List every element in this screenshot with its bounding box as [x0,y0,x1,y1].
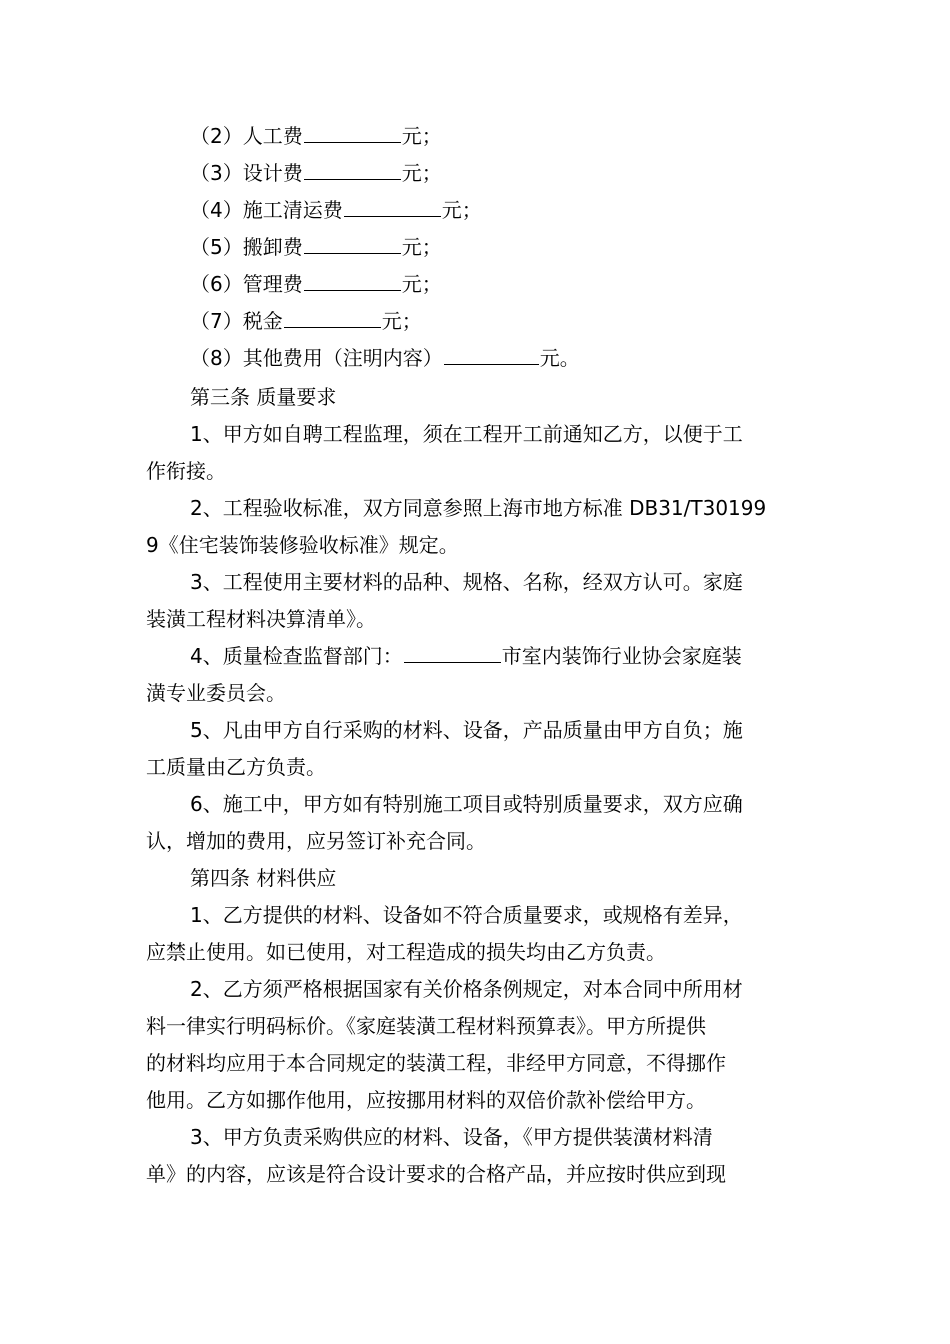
fee-item [190,307,422,335]
fee-unit: 元； [441,198,482,222]
paragraph-line: 3、工程使用主要材料的品种、规格、名称，经双方认可。家庭 [190,570,743,594]
fee-label: （4）施工清运费 [190,198,343,222]
paragraph-line: 料一律实行明码标价。《家庭装潢工程材料预算表》。甲方所提供 [146,1014,706,1038]
paragraph-line: 2、乙方须严格根据国家有关价格条例规定，对本合同中所用材 [190,977,743,1001]
fill-blank [304,159,401,180]
fee-label: （6）管理费 [190,272,303,296]
fee-label: （8）其他费用（注明内容） [190,346,443,370]
fee-label: （5）搬卸费 [190,235,303,259]
fee-unit: 元； [401,235,442,259]
paragraph-line: 1、甲方如自聘工程监理，须在工程开工前通知乙方，以便于工 [190,422,743,446]
paragraph-line: 9《住宅装饰装修验收标准》规定。 [146,533,459,557]
paragraph-line: 作衔接。 [146,459,226,483]
fee-item [190,122,442,150]
fee-unit: 元。 [539,346,580,370]
fee-item [190,344,580,372]
fill-blank [304,270,401,291]
fee-item [190,159,442,187]
paragraph-line: 6、施工中，甲方如有特别施工项目或特别质量要求，双方应确 [190,792,743,816]
line-text: 4、质量检查监督部门： [190,644,403,668]
paragraph-line: 5、凡由甲方自行采购的材料、设备，产品质量由甲方自负；施 [190,718,743,742]
fill-blank [404,642,501,663]
fee-item [190,196,482,224]
fill-blank [344,196,441,217]
fill-blank [444,344,539,365]
paragraph-line [190,642,742,670]
paragraph-line: 的材料均应用于本合同规定的装潢工程，非经甲方同意，不得挪作 [146,1051,726,1075]
paragraph-line: 2、工程验收标准，双方同意参照上海市地方标准 DB31/T30199 [190,496,767,520]
fee-label: （7）税金 [190,309,283,333]
fee-unit: 元； [381,309,422,333]
fee-label: （2）人工费 [190,124,303,148]
paragraph-line: 装潢工程材料决算清单》。 [146,607,376,631]
fill-blank [284,307,381,328]
fee-item [190,270,442,298]
paragraph-line: 1、乙方提供的材料、设备如不符合质量要求，或规格有差异， [190,903,743,927]
fee-label: （3）设计费 [190,161,303,185]
paragraph-line: 3、甲方负责采购供应的材料、设备，《甲方提供装潢材料清 [190,1125,713,1149]
fee-unit: 元； [401,161,442,185]
paragraph-line: 单》的内容，应该是符合设计要求的合格产品，并应按时供应到现 [146,1162,726,1186]
paragraph-line: 工质量由乙方负责。 [146,755,326,779]
paragraph-line: 应禁止使用。如已使用，对工程造成的损失均由乙方负责。 [146,940,666,964]
section-heading: 第三条 质量要求 [190,385,337,409]
fill-blank [304,233,401,254]
fill-blank [304,122,401,143]
line-text: 市室内装饰行业协会家庭装 [501,644,742,668]
paragraph-line: 认，增加的费用，应另签订补充合同。 [146,829,486,853]
fee-unit: 元； [401,272,442,296]
fee-unit: 元； [401,124,442,148]
fee-item [190,233,442,261]
paragraph-line: 他用。乙方如挪作他用，应按挪用材料的双倍价款补偿给甲方。 [146,1088,706,1112]
section-heading: 第四条 材料供应 [190,866,337,890]
paragraph-line: 潢专业委员会。 [146,681,286,705]
